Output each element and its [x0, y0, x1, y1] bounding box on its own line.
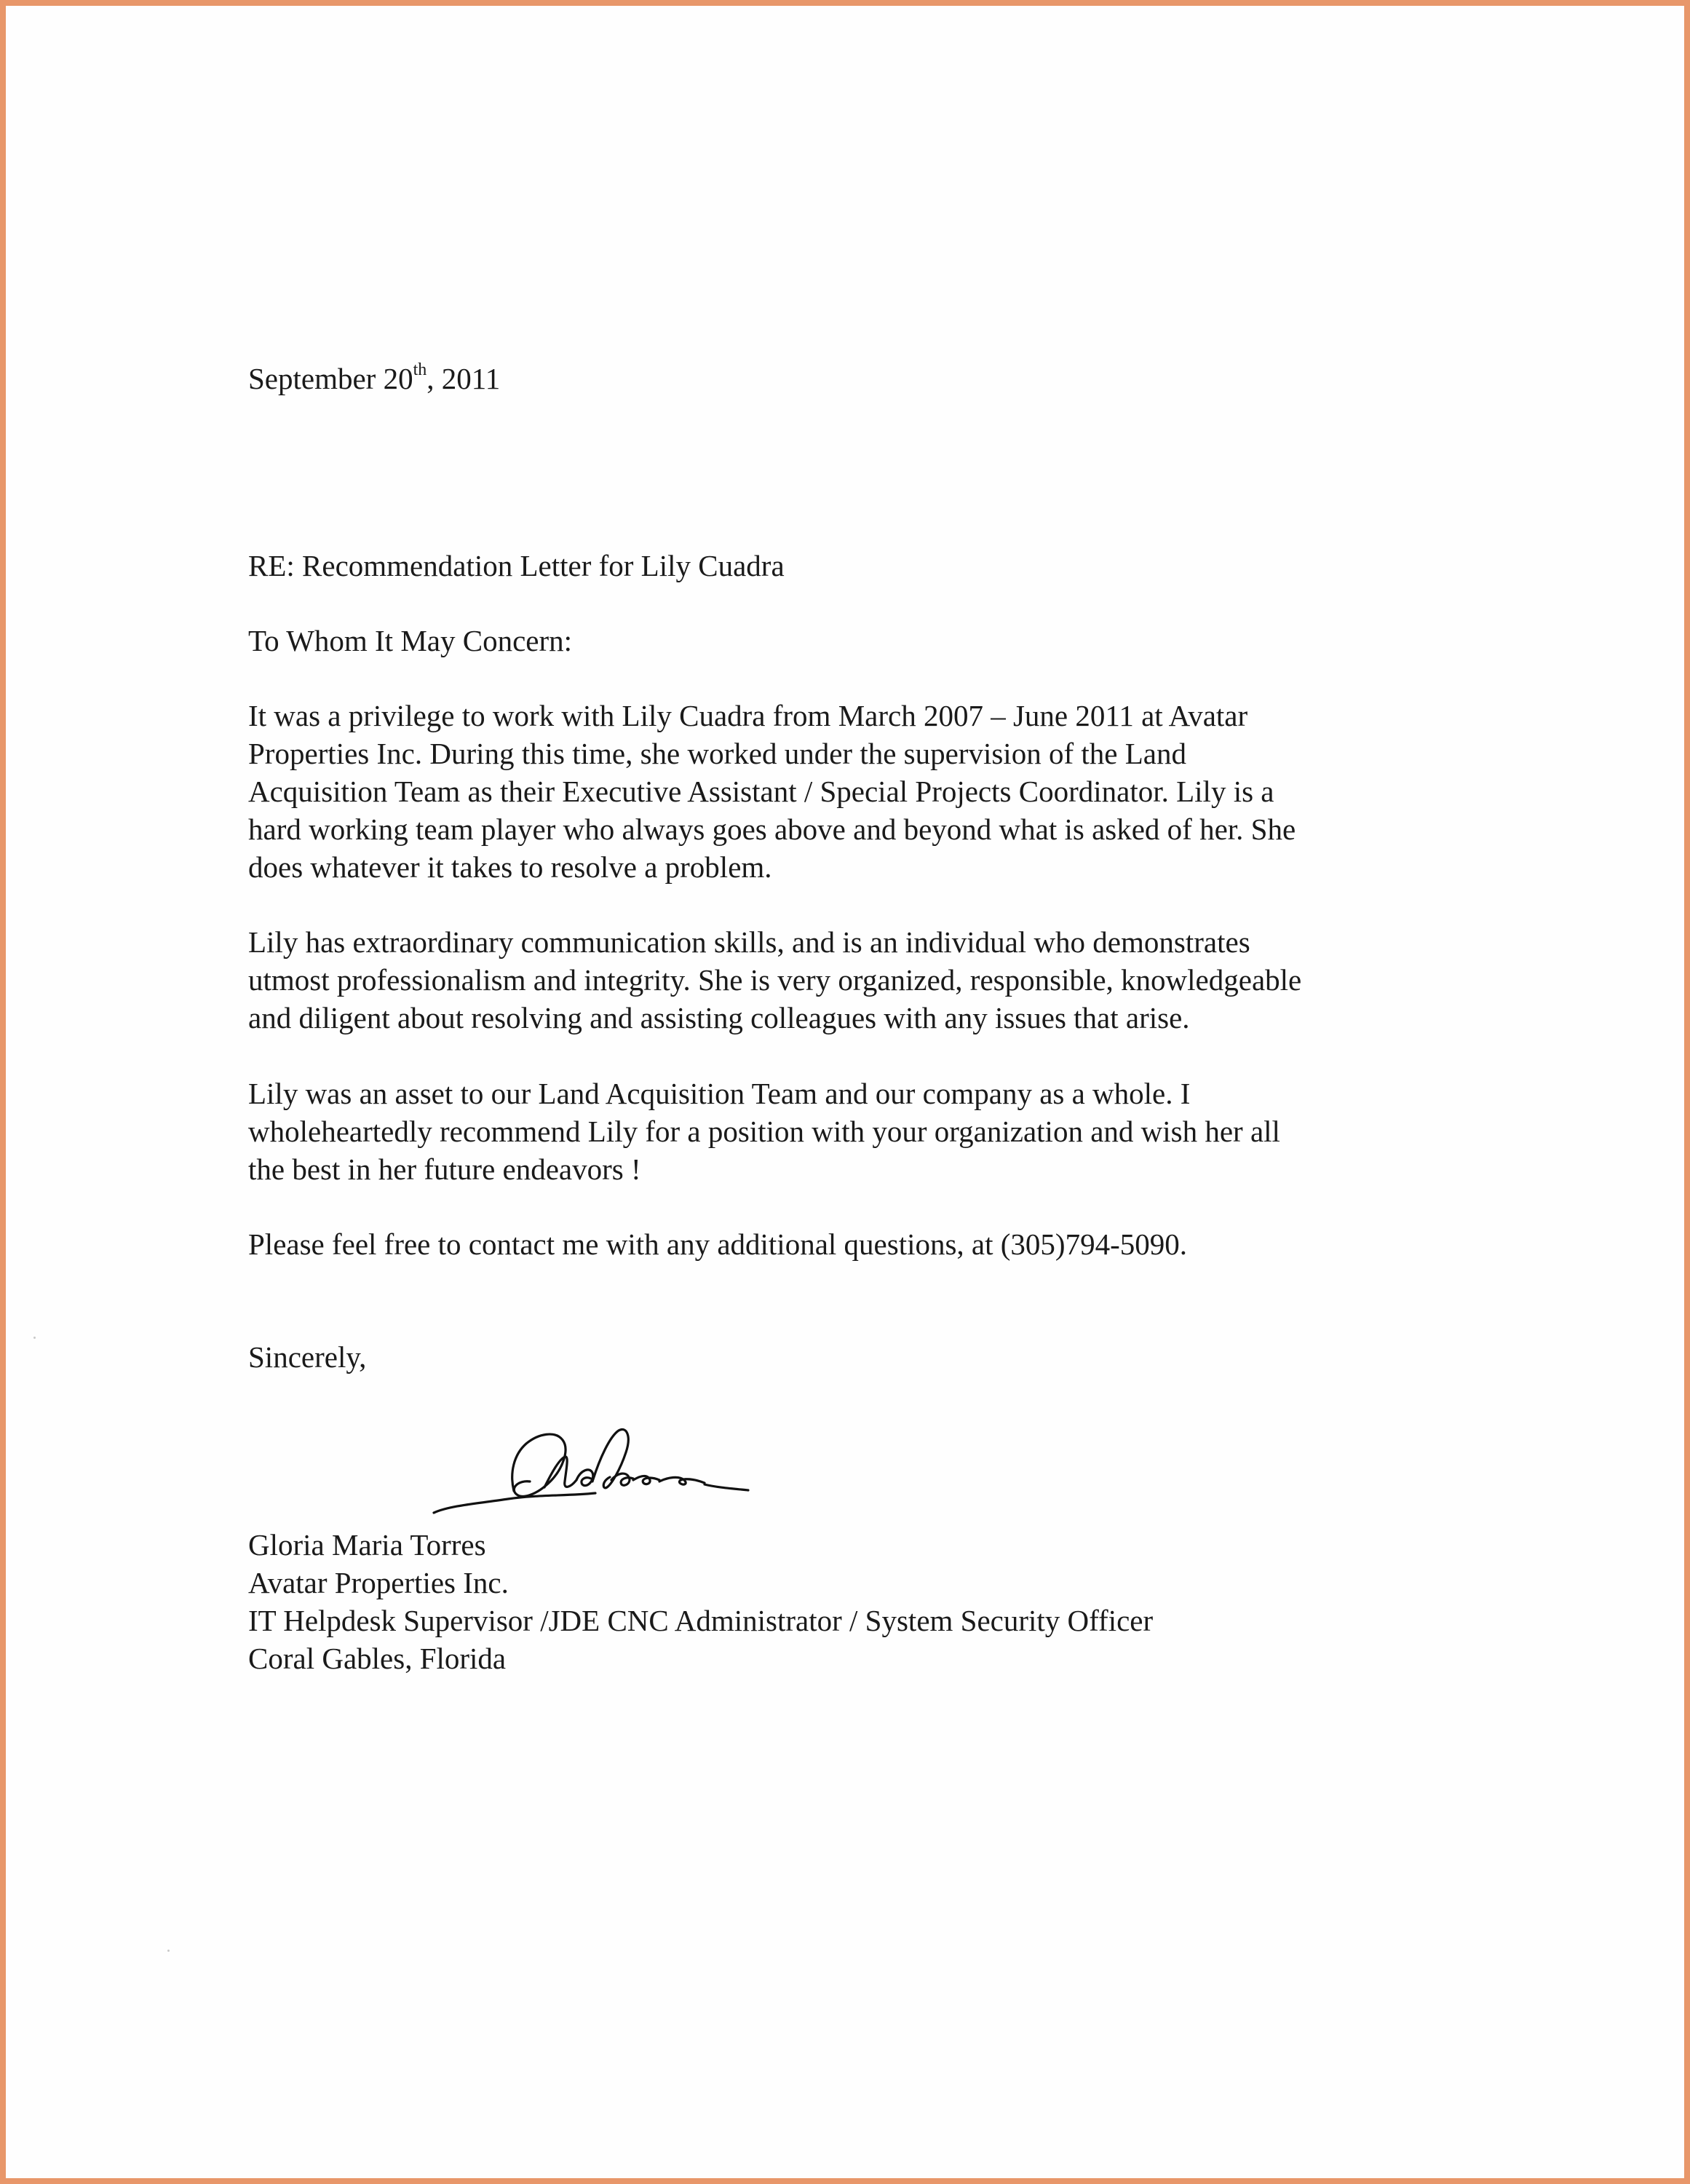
- paragraph-2: [248, 923, 1301, 1037]
- paragraph-line: Lily was an asset to our Land Acquisition Team and our company as a whole. I: [248, 1077, 1191, 1110]
- signer-title: IT Helpdesk Supervisor /JDE CNC Administrator / System Security Officer: [248, 1604, 1154, 1637]
- paragraph-line: wholeheartedly recommend Lily for a position with your organization and wish her all: [248, 1115, 1280, 1148]
- paragraph-3: [248, 1075, 1280, 1188]
- paper-speck: [167, 1950, 170, 1952]
- date-ordinal-suffix: th: [413, 360, 427, 380]
- subject-line: RE: Recommendation Letter for Lily Cuadra: [248, 549, 785, 582]
- paragraph-line: the best in her future endeavors !: [248, 1152, 641, 1186]
- paragraph-line: hard working team player who always goes above and beyond what is asked of her. She: [248, 812, 1296, 846]
- paragraph-1: [248, 697, 1296, 886]
- paragraph-line: Acquisition Team as their Executive Assistant / Special Projects Coordinator. Lily is a: [248, 775, 1274, 808]
- paragraph-line: Please feel free to contact me with any additional questions, at (305)794-5090.: [248, 1227, 1187, 1261]
- salutation: To Whom It May Concern:: [248, 624, 573, 657]
- closing: Sincerely,: [248, 1340, 367, 1374]
- signer-name: Gloria Maria Torres: [248, 1528, 486, 1562]
- handwritten-signature: [428, 1415, 792, 1524]
- signer-location: Coral Gables, Florida: [248, 1642, 507, 1675]
- paragraph-line: Lily has extraordinary communication skills, and is an individual who demonstrates: [248, 925, 1250, 959]
- paragraph-line: Properties Inc. During this time, she worked under the supervision of the Land: [248, 737, 1186, 770]
- signature-block: [248, 1526, 1153, 1677]
- paragraph-line: and diligent about resolving and assisting colleagues with any issues that arise.: [248, 1001, 1190, 1034]
- letter-date: [248, 360, 500, 397]
- date-text: September 20: [248, 362, 413, 395]
- paper-speck: [33, 1337, 36, 1339]
- paragraph-line: It was a privilege to work with Lily Cuadra from March 2007 – June 2011 at Avatar: [248, 699, 1248, 732]
- paragraph-line: does whatever it takes to resolve a problem.: [248, 850, 772, 884]
- signer-company: Avatar Properties Inc.: [248, 1566, 509, 1599]
- date-year: , 2011: [427, 362, 501, 395]
- paragraph-line: utmost professionalism and integrity. She is very organized, responsible, knowledgeable: [248, 963, 1302, 997]
- paragraph-4: [248, 1225, 1187, 1263]
